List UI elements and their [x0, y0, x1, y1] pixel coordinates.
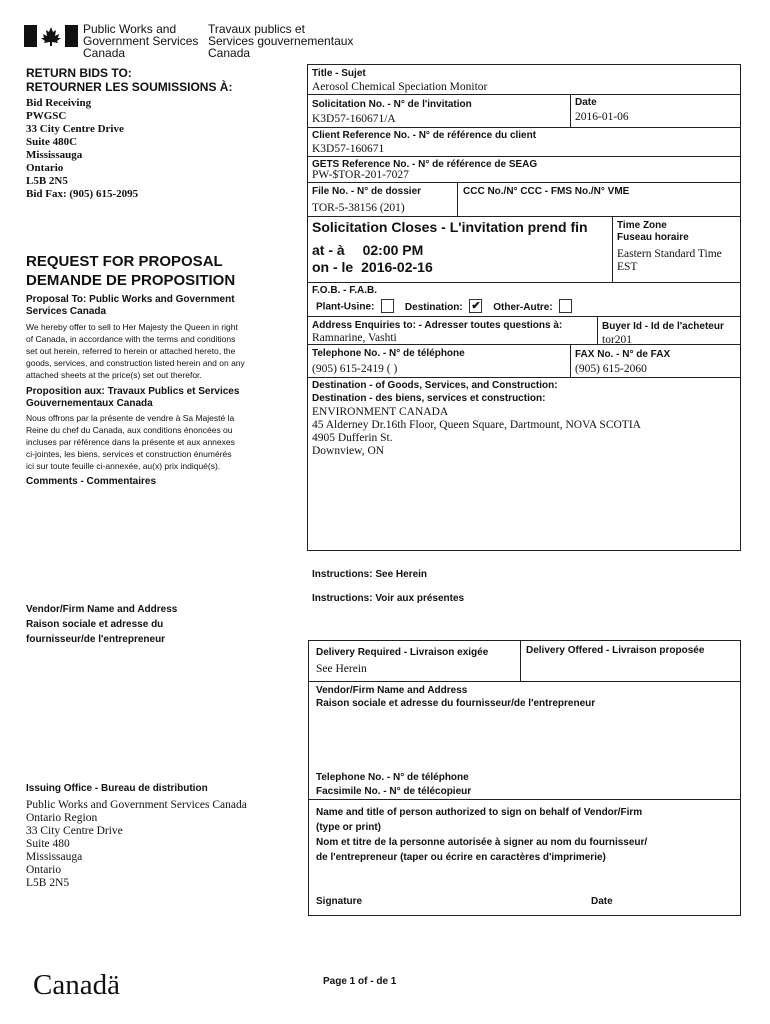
date-label: Date	[575, 97, 597, 108]
solicitation-no-value: K3D57-160671/A	[312, 113, 396, 125]
signature-date-label: Date	[591, 896, 613, 907]
dept-en-line: Public Works and	[83, 22, 177, 36]
department-name-fr	[208, 23, 353, 59]
address-line: Ontario	[26, 162, 64, 174]
checkmark-icon: ✔	[471, 300, 481, 312]
tz-label-line: Fuseau horaire	[617, 232, 689, 243]
plant-usine-checkbox[interactable]	[381, 299, 394, 313]
vendor-label-line: Vendor/Firm Name and Address	[316, 685, 468, 696]
offer-line: Reine du chef du Canada, aux conditions énoncées ou	[26, 425, 233, 435]
issuing-line: 33 City Centre Drive	[26, 825, 123, 837]
client-ref-label: Client Reference No. - N° de référence du client	[312, 130, 537, 141]
issuing-office-address	[26, 799, 247, 890]
return-bids-fr: RETOURNER LES SOUMISSIONS À:	[26, 80, 233, 94]
dept-en-line: Government Services	[83, 34, 199, 48]
authorized-line: de l'entrepreneur (taper ou écrire en caractères d'imprimerie)	[316, 852, 606, 863]
delivery-offered-label: Delivery Offered - Livraison proposée	[526, 645, 705, 656]
comments-label: Comments - Commentaires	[26, 476, 157, 487]
gets-ref-value: PW-$TOR-201-7027	[312, 169, 409, 181]
title-label: Title - Sujet	[312, 68, 366, 79]
fob-label: F.O.B. - F.A.B.	[312, 285, 377, 296]
on-label: on - le	[312, 259, 354, 275]
proposal-to-en	[26, 294, 235, 318]
proposal-to-line: Gouvernementaux Canada	[26, 398, 153, 409]
rfp-title	[26, 252, 235, 290]
authorized-line: Name and title of person authorized to sign on behalf of Vendor/Firm	[316, 807, 643, 818]
destination-label: Destination:	[404, 301, 463, 313]
telephone-value: (905) 615-2419 ( )	[312, 363, 398, 375]
rfp-title-fr: DEMANDE DE PROPOSITION	[26, 272, 236, 289]
signature-label: Signature	[316, 896, 363, 907]
fax-value: (905) 615-2060	[575, 363, 647, 375]
offer-line: incluses par référence dans la présente et aux annexes	[26, 437, 235, 447]
closing-time	[312, 242, 423, 259]
buyer-id-label: Buyer Id - Id de l'acheteur	[602, 321, 724, 332]
vendor-label-line: Raison sociale et adresse du fournisseur/de l'entrepreneur	[316, 698, 596, 709]
return-bids-title	[26, 66, 232, 94]
destination-goods-label	[312, 380, 558, 405]
canada-flag-logo	[24, 25, 78, 47]
destination-address	[312, 406, 641, 458]
address-enquiries-value: Ramnarine, Vashti	[312, 332, 397, 344]
issuing-line: L5B 2N5	[26, 877, 70, 889]
canada-wordmark: Canadä	[33, 969, 120, 1001]
issuing-line: Ontario Region	[26, 812, 98, 824]
issuing-line: Ontario	[26, 864, 62, 876]
fob-options	[316, 300, 572, 314]
instructions-en: Instructions: See Herein	[312, 569, 428, 580]
destination-line: 4905 Dufferin St.	[312, 432, 393, 444]
return-bids-address	[26, 97, 138, 201]
destination-checkbox[interactable]	[469, 299, 482, 313]
offer-line: goods, services, and construction listed herein and on any	[26, 358, 245, 368]
address-line: Bid Receiving	[26, 97, 92, 109]
vendor-telephone-label: Telephone No. - N° de téléphone	[316, 772, 469, 783]
destination-label-line: Destination - of Goods, Services, and Construction:	[312, 380, 558, 391]
issuing-line: Mississauga	[26, 851, 83, 863]
file-no-value: TOR-5-38156 (201)	[312, 202, 405, 214]
offer-line: Nous offrons par la présente de vendre à Sa Majesté la	[26, 413, 235, 423]
buyer-id-value: tor201	[602, 334, 633, 346]
fax-label: FAX No. - N° de FAX	[575, 349, 671, 360]
destination-line: ENVIRONMENT CANADA	[312, 406, 449, 418]
closing-date-value: 2016-02-16	[361, 259, 433, 275]
address-line: Suite 480C	[26, 136, 78, 148]
file-no-label: File No. - N° de dossier	[312, 186, 422, 197]
address-line: 33 City Centre Drive	[26, 123, 124, 135]
authorized-person-label	[316, 805, 647, 865]
issuing-office-label: Issuing Office - Bureau de distribution	[26, 783, 208, 794]
destination-line: 45 Alderney Dr.16th Floor, Queen Square, Dartmount, NOVA SCOTIA	[312, 419, 641, 431]
tz-value-line: EST	[617, 261, 638, 273]
return-bids-en: RETURN BIDS TO:	[26, 66, 132, 80]
issuing-line: Public Works and Government Services Canada	[26, 799, 247, 811]
dept-fr-line: Canada	[208, 46, 251, 60]
delivery-required-label: Delivery Required - Livraison exigée	[316, 647, 489, 658]
offer-line: We hereby offer to sell to Her Majesty the Queen in right	[26, 322, 238, 332]
delivery-required-value: See Herein	[316, 663, 367, 675]
instructions-fr: Instructions: Voir aux présentes	[312, 593, 465, 604]
time-zone-label	[617, 220, 689, 244]
bid-fax-line: Bid Fax: (905) 615-2095	[26, 188, 139, 200]
vendor-line: Raison sociale et adresse du	[26, 619, 164, 630]
solicitation-no-label: Solicitation No. - N° de l'invitation	[312, 99, 472, 110]
gets-ref-label: GETS Reference No. - N° de référence de SEAG	[312, 159, 538, 170]
dept-fr-line: Services gouvernementaux	[208, 34, 354, 48]
telephone-label: Telephone No. - N° de téléphone	[312, 348, 465, 359]
time-zone-value	[617, 248, 722, 274]
rfp-title-en: REQUEST FOR PROPOSAL	[26, 253, 223, 270]
offer-line: set out herein, referred to herein or attached hereto, the	[26, 346, 236, 356]
page-number: Page 1 of - de 1	[323, 976, 397, 987]
destination-label-line: Destination - des biens, services et construction:	[312, 393, 546, 404]
proposal-to-line: Services Canada	[26, 306, 107, 317]
vendor-facsimile-label: Facsimile No. - N° de télécopieur	[316, 786, 472, 797]
title-value: Aerosol Chemical Speciation Monitor	[312, 81, 488, 93]
tz-label-line: Time Zone	[617, 220, 667, 231]
dept-fr-line: Travaux publics et	[208, 22, 305, 36]
vendor-line: fournisseur/de l'entrepreneur	[26, 634, 166, 645]
proposal-to-fr	[26, 386, 239, 410]
tz-value-line: Eastern Standard Time	[617, 248, 722, 260]
address-enquiries-label: Address Enquiries to: - Adresser toutes questions à:	[312, 320, 563, 331]
ccc-no-label: CCC No./N° CCC - FMS No./N° VME	[463, 186, 630, 197]
vendor-line: Vendor/Firm Name and Address	[26, 604, 178, 615]
proposal-to-line: Proposition aux: Travaux Publics et Services	[26, 386, 240, 397]
offer-text-fr	[26, 412, 296, 472]
at-label: at - à	[312, 242, 345, 258]
date-value: 2016-01-06	[575, 111, 629, 123]
other-autre-checkbox[interactable]	[559, 299, 572, 313]
offer-line: attached sheets at the price(s) set out therefor.	[26, 370, 202, 380]
address-line: L5B 2N5	[26, 175, 68, 187]
closing-date	[312, 259, 433, 276]
department-name-en	[83, 23, 198, 59]
offer-line: ici sur toute feuille ci-annexée, au(x) prix indiqué(s).	[26, 461, 221, 471]
offer-text-en	[26, 321, 296, 381]
offer-line: of Canada, in accordance with the terms and conditions	[26, 334, 236, 344]
offer-line: ci-jointes, les biens, services et construction énumérés	[26, 449, 232, 459]
closing-time-value: 02:00 PM	[362, 242, 424, 258]
destination-line: Downview, ON	[312, 445, 385, 457]
solicitation-closes-title: Solicitation Closes - L'invitation prend fin	[312, 219, 588, 235]
address-line: PWGSC	[26, 110, 67, 122]
authorized-line: (type or print)	[316, 822, 381, 833]
client-ref-value: K3D57-160671	[312, 143, 385, 155]
dept-en-line: Canada	[83, 46, 126, 60]
vendor-firm-label-right	[316, 685, 595, 710]
other-autre-label: Other-Autre:	[493, 301, 553, 313]
plant-usine-label: Plant-Usine:	[316, 301, 375, 313]
authorized-line: Nom et titre de la personne autorisée à signer au nom du fournisseur/	[316, 837, 648, 848]
proposal-to-line: Proposal To: Public Works and Government	[26, 294, 235, 305]
address-line: Mississauga	[26, 149, 83, 161]
vendor-firm-label-left	[26, 604, 177, 646]
issuing-line: Suite 480	[26, 838, 70, 850]
